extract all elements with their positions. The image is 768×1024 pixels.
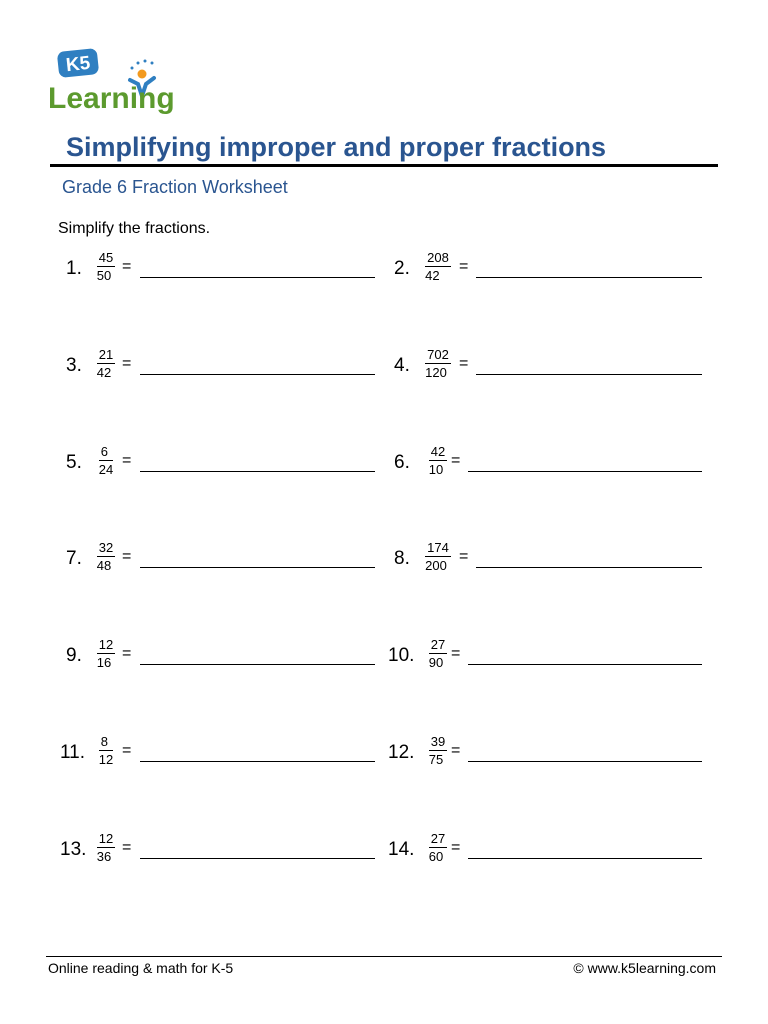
fraction [86, 831, 126, 864]
problem-number: 8. [394, 548, 410, 570]
fraction-body [429, 444, 447, 477]
fraction [86, 540, 126, 573]
fraction-body [97, 831, 115, 864]
k5-learning-logo [46, 48, 188, 114]
fraction [418, 540, 458, 573]
problem-item [394, 540, 734, 580]
denominator: 50 [96, 268, 112, 283]
fraction [418, 250, 458, 283]
equals-sign: = [122, 548, 132, 566]
denominator: 42 [96, 364, 112, 380]
problem-number: 3. [66, 354, 82, 376]
answer-line[interactable] [140, 761, 375, 762]
problem-number: 2. [394, 258, 410, 279]
fraction [86, 637, 126, 670]
problem-number: 7. [66, 548, 82, 570]
denominator: 75 [428, 752, 444, 767]
problem-item [394, 444, 734, 484]
problem-item [60, 831, 400, 871]
answer-line[interactable] [140, 858, 375, 859]
fraction [86, 347, 126, 380]
problem-number: 9. [66, 645, 82, 667]
problem-item [66, 540, 406, 580]
denominator: 200 [425, 558, 447, 574]
denominator: 120 [425, 364, 447, 380]
denominator: 16 [96, 655, 112, 671]
equals-sign: = [122, 742, 132, 759]
answer-line[interactable] [476, 277, 702, 278]
numerator: 39 [430, 734, 446, 749]
problem-number: 5. [66, 451, 82, 473]
title-divider [50, 164, 718, 167]
equals-sign: = [451, 645, 461, 663]
footer-divider [46, 956, 722, 957]
answer-line[interactable] [140, 277, 375, 278]
numerator: 174 [427, 540, 449, 556]
answer-line[interactable] [476, 374, 702, 375]
footer-copyright: © www.k5learning.com [573, 960, 716, 976]
fraction-body [97, 250, 115, 283]
fraction-body [425, 250, 451, 283]
problem-number: 4. [394, 354, 410, 376]
equals-sign: = [122, 645, 132, 663]
problem-number: 1. [66, 258, 82, 279]
problem-item [394, 250, 734, 290]
problem-item [66, 444, 406, 484]
denominator: 60 [428, 848, 444, 864]
numerator: 27 [430, 830, 446, 846]
problem-item [66, 250, 406, 290]
equals-sign: = [451, 742, 461, 759]
problem-item [66, 637, 406, 677]
numerator: 6 [100, 443, 108, 459]
denominator: 36 [96, 848, 112, 864]
answer-line[interactable] [140, 471, 375, 472]
problem-number: 13. [60, 838, 87, 860]
denominator: 48 [96, 558, 112, 574]
equals-sign: = [122, 451, 132, 469]
numerator: 27 [430, 637, 446, 653]
numerator: 8 [100, 734, 108, 749]
worksheet-subtitle: Grade 6 Fraction Worksheet [62, 177, 288, 197]
problem-item [388, 637, 728, 677]
problem-item [60, 734, 400, 774]
logo-learning-text: Learning [48, 82, 175, 114]
fraction [86, 734, 126, 767]
fraction-body [97, 540, 115, 573]
fraction-body [99, 734, 113, 767]
equals-sign: = [122, 838, 132, 856]
answer-line[interactable] [140, 664, 375, 665]
denominator: 12 [98, 752, 114, 767]
problem-number: 14. [388, 838, 415, 860]
equals-sign: = [122, 354, 132, 372]
answer-line[interactable] [468, 761, 702, 762]
denominator: 90 [428, 655, 444, 671]
fraction-body [429, 734, 447, 767]
denominator: 42 [425, 268, 440, 283]
answer-line[interactable] [468, 471, 702, 472]
equals-sign: = [459, 548, 469, 566]
numerator: 702 [427, 346, 449, 362]
problem-number: 6. [394, 451, 410, 473]
fraction-body [429, 831, 447, 864]
problem-item [388, 831, 728, 871]
answer-line[interactable] [468, 664, 702, 665]
denominator: 24 [98, 461, 114, 477]
logo-k5-text: K5 [64, 52, 92, 77]
numerator: 12 [98, 637, 114, 653]
instructions: Simplify the fractions. [58, 220, 211, 237]
problem-item [394, 347, 734, 387]
problem-number: 10. [388, 645, 415, 667]
fraction-body [97, 347, 115, 380]
k5-badge [57, 48, 99, 78]
equals-sign: = [451, 838, 461, 856]
numerator: 32 [98, 540, 114, 556]
denominator: 10 [428, 461, 444, 477]
fraction-body [97, 637, 115, 670]
fraction-body [425, 347, 451, 380]
answer-line[interactable] [476, 567, 702, 568]
problem-number: 11. [60, 742, 86, 763]
fraction [418, 347, 458, 380]
answer-line[interactable] [140, 374, 375, 375]
numerator: 45 [98, 250, 114, 265]
fraction [86, 250, 126, 283]
equals-sign: = [459, 258, 469, 275]
numerator: 21 [98, 346, 114, 362]
fraction-body [425, 540, 451, 573]
fraction-body [429, 637, 447, 670]
numerator: 42 [430, 443, 446, 459]
problem-item [388, 734, 728, 774]
equals-sign: = [451, 451, 461, 469]
worksheet-title: Simplifying improper and proper fractions [66, 132, 607, 162]
numerator: 12 [98, 830, 114, 846]
footer-tagline: Online reading & math for K-5 [48, 960, 234, 976]
fraction-body [99, 444, 113, 477]
problem-number: 12. [388, 742, 415, 763]
answer-line[interactable] [140, 567, 375, 568]
fraction [86, 444, 126, 477]
answer-line[interactable] [468, 858, 702, 859]
equals-sign: = [122, 258, 132, 275]
numerator: 208 [427, 250, 449, 265]
problem-item [66, 347, 406, 387]
equals-sign: = [459, 354, 469, 372]
